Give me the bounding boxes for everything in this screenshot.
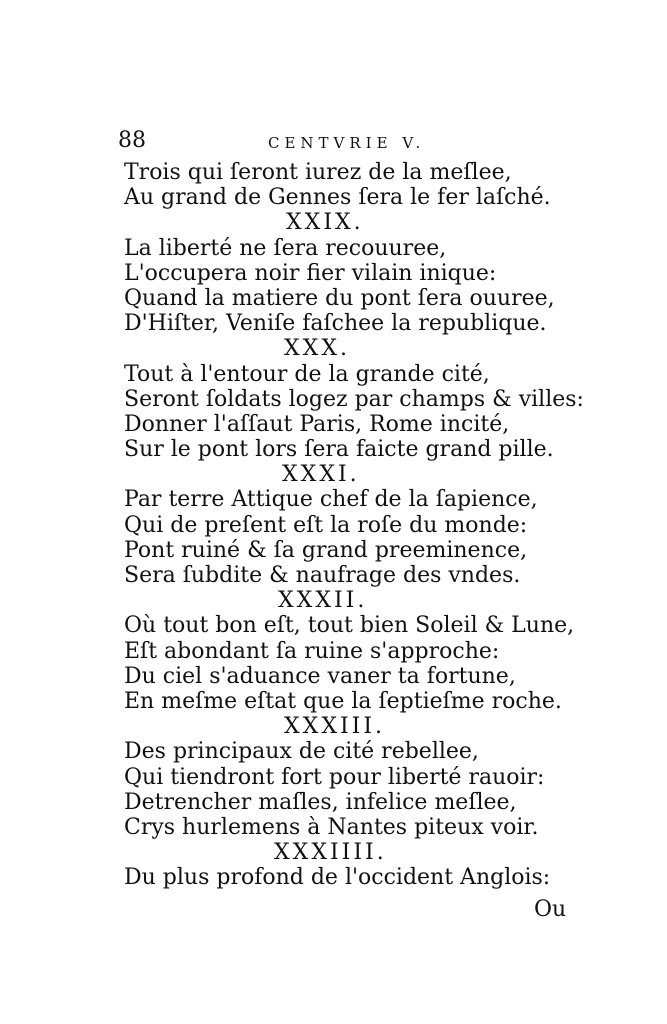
- verse-line: Eſt abondant ſa ruine s'approche:: [124, 638, 500, 664]
- running-title: CENTVRIE V.: [268, 134, 426, 152]
- verse-line: Par terre Attique chef de la ſapience,: [124, 487, 538, 513]
- quatrain-number: XXXIII.: [284, 714, 386, 740]
- verse-line: Trois qui ſeront iurez de la meſlee,: [124, 160, 512, 185]
- page-header: [118, 128, 498, 158]
- verse-line: Pont ruiné & ſa grand preeminence,: [124, 537, 528, 563]
- catchword: Ou: [534, 897, 567, 922]
- verse-line: Du plus profond de l'occident Anglois:: [124, 865, 551, 891]
- verse-line: Qui tiendront fort pour liberté rauoir:: [124, 764, 545, 790]
- quatrain-number: XXXI.: [282, 462, 360, 488]
- verse-line: Au grand de Gennes ſera le fer laſché.: [124, 185, 551, 211]
- verse-line: Sur le pont lors ſera faicte grand pille.: [124, 437, 554, 463]
- verse-line: Des principaux de cité rebellee,: [124, 739, 479, 765]
- verse-line: Où tout bon eſt, tout bien Soleil & Lune,: [124, 613, 575, 639]
- verse-line: Tout à l'entour de la grande cité,: [124, 361, 490, 387]
- verse-line: Sera ſubdite & naufrage des vndes.: [124, 563, 521, 588]
- verse-line: Du ciel s'aduance vaner ta fortune,: [124, 663, 516, 689]
- quatrain-number: XXX.: [284, 336, 350, 362]
- verse-line: En meſme eſtat que la ſeptieſme roche.: [124, 688, 562, 714]
- page-number: 88: [118, 128, 146, 153]
- verse-line: Quand la matiere du pont ſera ouuree,: [124, 285, 555, 311]
- verse-line: D'Hiſter, Veniſe faſchee la republique.: [124, 311, 547, 337]
- verse-line: Qui de preſent eſt la roſe du monde:: [124, 512, 528, 538]
- verse-text-block: [124, 160, 584, 891]
- quatrain-number: XXXIIII.: [274, 840, 387, 866]
- quatrain-number: XXXII.: [278, 588, 368, 614]
- verse-line: L'occupera noir fier vilain inique:: [124, 260, 497, 286]
- verse-line: Seront ſoldats logez par champs & villes:: [124, 386, 584, 412]
- verse-line: Detrencher maſles, infelice meſlee,: [124, 789, 517, 815]
- verse-line: Donner l'aſſaut Paris, Rome incité,: [124, 411, 510, 437]
- verse-line: Crys hurlemens à Nantes piteux voir.: [124, 814, 539, 840]
- verse-line: La liberté ne ſera recouuree,: [124, 235, 447, 261]
- quatrain-number: XXIX.: [286, 210, 364, 236]
